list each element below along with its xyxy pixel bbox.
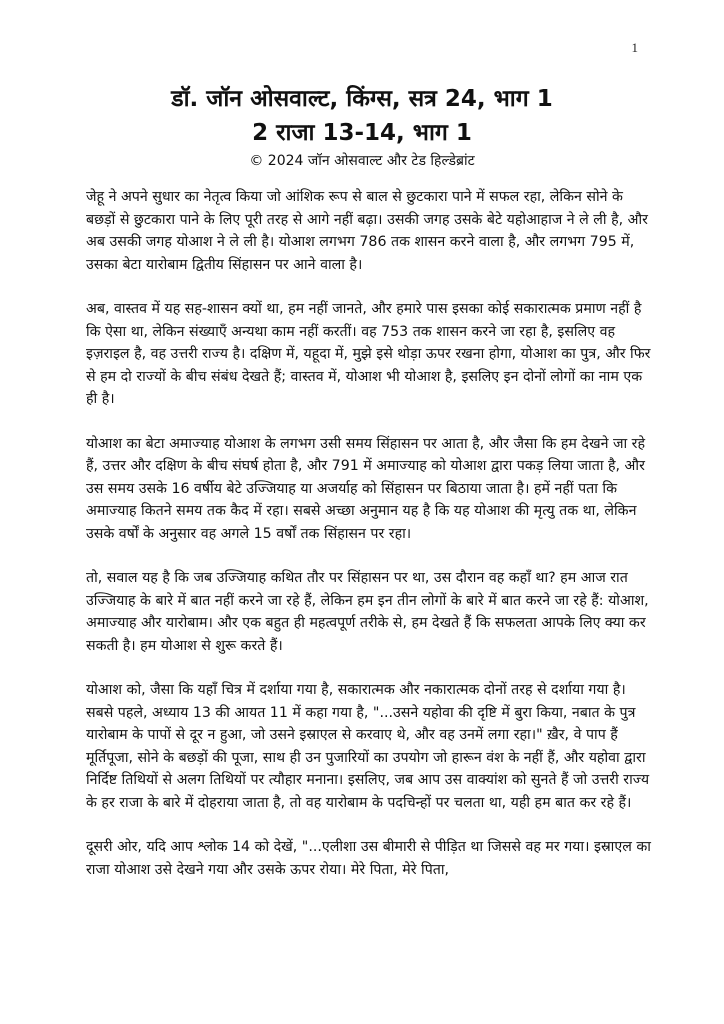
copyright-line: © 2024 जॉन ओसवाल्ट और टेड हिल्डेब्रांट [249, 153, 475, 169]
paragraph-3: योआश का बेटा अमाज्याह योआश के लगभग उसी समय सिंहासन पर आता है, और जैसा कि हम देखने जा रहे हैं, उत्तर और दक्षिण के बीच संघर्ष होता है, और 791 में अमाज्याह को योआश द्वारा पकड़ लिया जाता है, और उस समय उसके 16 वर्षीय बेटे उज्जियाह या अजर्याह को सिंहासन पर बिठाया जाता है। हमें नहीं पता कि अमाज्याह कितने समय तक कैद में रहा। सबसे अच्छा अनुमान यह है कि यह योआश की मृत्यु तक था, लेकिन उसके वर्षों के अनुसार वह अगले 15 वर्षों तक सिंहासन पर रहा। [86, 435, 645, 542]
page-number: 1 [631, 40, 638, 55]
paragraph-4: तो, सवाल यह है कि जब उज्जियाह कथित तौर पर सिंहासन पर था, उस दौरान वह कहाँ था? हम आज रात उज्जियाह के बारे में बात नहीं करने जा रहे हैं, लेकिन हम इन तीन लोगों के बारे में बात करने जा रहे हैं: योआश, अमाज्याह और यारोबाम। और एक बहुत ही महत्वपूर्ण तरीके से, हम देखते हैं कि सफलता आपके लिए क्या कर सकती है। हम योआश से शुरू करते हैं। [86, 570, 649, 654]
title-line-1: डॉ. जॉन ओसवाल्ट, किंग्स, सत्र 24, भाग 1 [171, 86, 553, 112]
title-line-2: 2 राजा 13-14, भाग 1 [252, 120, 472, 146]
paragraph-1: जेहू ने अपने सुधार का नेतृत्व किया जो आंशिक रूप से बाल से छुटकारा पाने में सफल रहा, लेकिन सोने के बछड़ों से छुटकारा पाने के लिए पूरी तरह से आगे नहीं बढ़ा। उसकी जगह उसके बेटे यहोआहाज ने ले ली है, और अब उसकी जगह योआश ने ले ली है। योआश लगभग 786 तक शासन करने वाला है, और लगभग 795 में, उसका बेटा यारोबाम द्वितीय सिंहासन पर आने वाला है। [86, 189, 648, 273]
paragraph-5: योआश को, जैसा कि यहाँ चित्र में दर्शाया गया है, सकारात्मक और नकारात्मक दोनों तरह से दर्शाया गया है। सबसे पहले, अध्याय 13 की आयत 11 में कहा गया है, "...उसने यहोवा की दृष्टि में बुरा किया, नबात के पुत्र यारोबाम के पापों से दूर न हुआ, जो उसने इस्राएल से करवाए थे, और वह उनमें लगा रहा।" ख़ैर, वे पाप हैं मूर्तिपूजा, सोने के बछड़ों की पूजा, साथ ही उन पुजारियों का उपयोग जो हारून वंश के नहीं हैं, और यहोवा द्वारा निर्दिष्ट तिथियों से अलग तिथियों पर त्यौहार मनाना। इसलिए, जब आप उस वाक्यांश को सुनते हैं जो उत्तरी राज्य के हर राजा के बारे में दोहराया जाता है, तो वह यारोबाम के पदचिन्हों पर चलता था, यही हम बात कर रहे हैं। [86, 682, 650, 811]
document-header [0, 82, 724, 171]
document-body [86, 186, 654, 903]
paragraph-6: दूसरी ओर, यदि आप श्लोक 14 को देखें, "...एलीशा उस बीमारी से पीड़ित था जिससे वह मर गया। इस्राएल का राजा योआश उसे देखने गया और उसके ऊपर रोया। मेरे पिता, मेरे पिता, [86, 839, 651, 878]
paragraph-2: अब, वास्तव में यह सह-शासन क्यों था, हम नहीं जानते, और हमारे पास इसका कोई सकारात्मक प्रमाण नहीं है कि ऐसा था, लेकिन संख्याएँ अन्यथा काम नहीं करतीं। वह 753 तक शासन करने जा रहा है, इसलिए वह इज़राइल है, वह उत्तरी राज्य है। दक्षिण में, यहूदा में, मुझे इसे थोड़ा ऊपर रखना होगा, योआश का पुत्र, और फिर से हम दो राज्यों के बीच संबंध देखते हैं; वास्तव में, योआश भी योआश है, इसलिए इन दोनों लोगों का नाम एक ही है। [86, 301, 651, 407]
